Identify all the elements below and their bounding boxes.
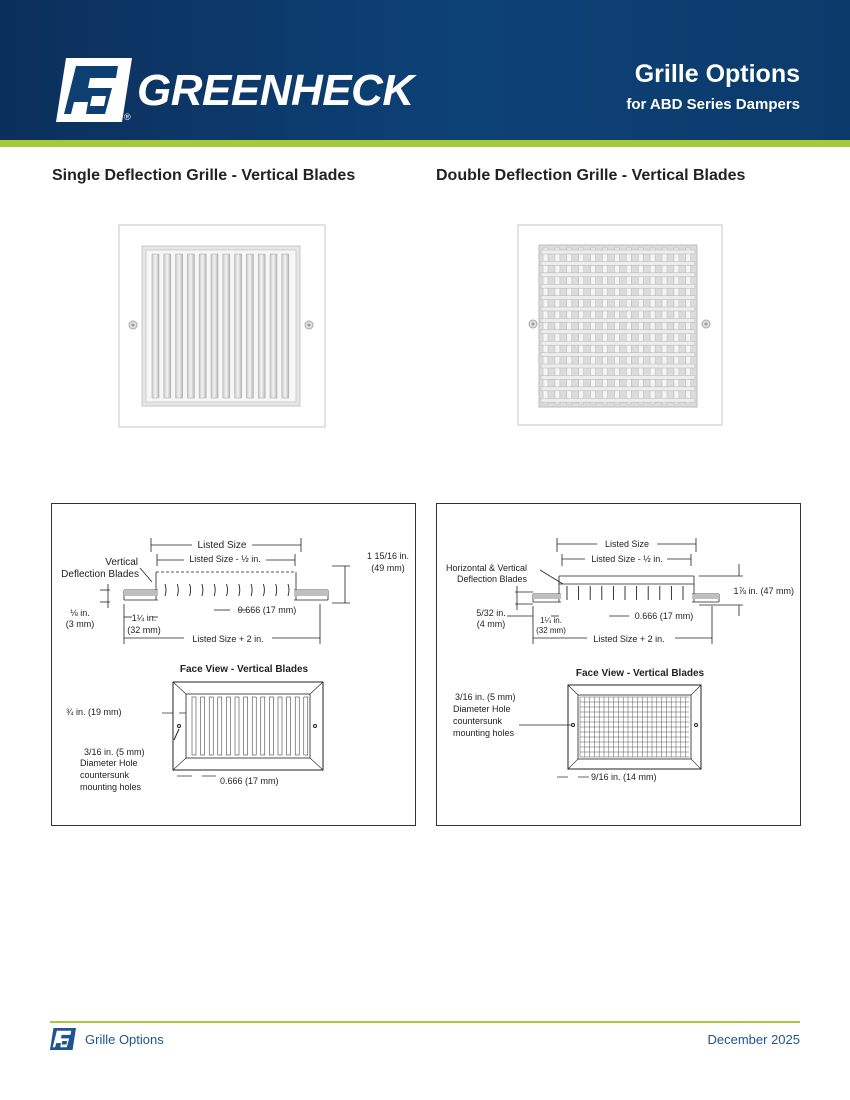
horizontal-blade	[541, 318, 695, 322]
vertical-blade	[579, 248, 584, 404]
horizontal-blade	[541, 353, 695, 357]
section-blade	[165, 584, 166, 596]
blade	[152, 254, 159, 398]
horizontal-blade	[541, 398, 695, 402]
listed-size-plus-label: Listed Size + 2 in.	[192, 634, 264, 644]
vertical-blade	[650, 248, 655, 404]
vertical-blade	[614, 248, 619, 404]
hole-offset-label: 9/16 in. (14 mm)	[591, 772, 657, 782]
face-blade	[261, 697, 265, 755]
section-blade	[239, 584, 240, 596]
face-blade	[201, 697, 205, 755]
face-view-title: Face View - Vertical Blades	[179, 664, 309, 675]
depth-in-label: 1 15/16 in.	[366, 551, 410, 561]
face-blade	[295, 697, 299, 755]
border-in-label: 1¼ in.	[131, 613, 157, 623]
blade	[282, 254, 289, 398]
section-blade	[276, 584, 277, 596]
border-mm-label: (32 mm)	[536, 626, 566, 635]
blades-label-line1: Vertical	[105, 557, 138, 568]
blades-label-line2: Deflection Blades	[61, 569, 139, 580]
blade	[199, 254, 206, 398]
horizontal-blade	[541, 364, 695, 368]
horizontal-blade	[541, 284, 695, 288]
document-subtitle: for ABD Series Dampers	[626, 96, 800, 113]
blade	[258, 254, 265, 398]
depth-label: 1⅞ in. (47 mm)	[733, 586, 794, 596]
section-blade	[214, 584, 215, 596]
section-blade	[202, 584, 203, 596]
hole-label-3: countersunk	[80, 770, 130, 780]
face-blade	[218, 697, 222, 755]
flange-mm-label: (3 mm)	[65, 619, 95, 629]
hole-offset-label: ¾ in. (19 mm)	[66, 707, 122, 717]
vertical-blade	[555, 248, 560, 404]
hole-label-1: 3/16 in. (5 mm)	[84, 747, 145, 757]
vertical-blade	[686, 248, 691, 404]
listed-size-plus-label: Listed Size + 2 in.	[593, 634, 665, 644]
section-blades	[567, 586, 683, 600]
footer-doc-name: Grille Options	[85, 1032, 164, 1047]
blade-spacing-label: 0.666 (17 mm)	[237, 605, 297, 615]
border-mm-label: (32 mm)	[127, 625, 161, 635]
horizontal-blade	[541, 330, 695, 334]
hole-label-4: mounting holes	[80, 782, 142, 792]
footer-rule	[50, 1021, 800, 1023]
blade	[164, 254, 171, 398]
horizontal-blade	[541, 261, 695, 265]
blade	[187, 254, 194, 398]
face-blade	[278, 697, 282, 755]
horizontal-blade	[541, 296, 695, 300]
double-deflection-title: Double Deflection Grille - Vertical Blades	[436, 167, 746, 184]
header-accent-stripe	[0, 140, 850, 147]
listed-size-minus-label: Listed Size - ½ in.	[189, 554, 261, 564]
registered-mark: ®	[124, 112, 131, 122]
single-deflection-grille-photo	[116, 222, 328, 430]
section-blade	[177, 584, 178, 596]
double-deflection-drawing	[436, 503, 801, 826]
vertical-blade	[662, 248, 667, 404]
listed-size-minus-label: Listed Size - ½ in.	[591, 554, 663, 564]
greenheck-logo-icon	[56, 58, 132, 122]
blade	[246, 254, 253, 398]
face-blade	[235, 697, 239, 755]
face-blade	[192, 697, 196, 755]
blades-label-line2: Deflection Blades	[456, 574, 527, 584]
listed-size-label: Listed Size	[604, 539, 650, 549]
vertical-blade	[638, 248, 643, 404]
horizontal-blade	[541, 375, 695, 379]
section-blade	[288, 584, 289, 596]
section-blade	[190, 584, 191, 596]
blade	[176, 254, 183, 398]
double-deflection-grille-photo	[515, 222, 725, 428]
face-blade	[287, 697, 291, 755]
horizontal-blade	[541, 307, 695, 311]
horizontal-blade	[541, 387, 695, 391]
horizontal-blade	[541, 250, 695, 254]
vertical-blade	[603, 248, 608, 404]
hole-label-2: Diameter Hole	[453, 704, 511, 714]
face-blade	[244, 697, 248, 755]
vertical-blade	[591, 248, 596, 404]
blade-spacing-label: 0.666 (17 mm)	[634, 611, 694, 621]
section-blades	[165, 584, 289, 596]
single-deflection-title: Single Deflection Grille - Vertical Blades	[52, 167, 356, 184]
blade	[270, 254, 277, 398]
vertical-blade	[567, 248, 572, 404]
face-blade	[226, 697, 230, 755]
face-blade	[269, 697, 273, 755]
blade	[211, 254, 218, 398]
border-in-label: 1¼ in.	[540, 616, 562, 625]
document-title: Grille Options	[634, 60, 800, 88]
section-blade	[263, 584, 264, 596]
hole-label-2: Diameter Hole	[80, 758, 138, 768]
face-spacing-label: 0.666 (17 mm)	[220, 776, 279, 786]
face-blade	[252, 697, 256, 755]
single-deflection-drawing	[51, 503, 416, 826]
section-blade	[227, 584, 228, 596]
face-view-title: Face View - Vertical Blades	[575, 668, 705, 679]
blade	[235, 254, 242, 398]
hole-label-4: mounting holes	[453, 728, 515, 738]
face-blade	[209, 697, 213, 755]
horizontal-blade	[541, 341, 695, 345]
vertical-blade	[626, 248, 631, 404]
hole-label-1: 3/16 in. (5 mm)	[455, 692, 516, 702]
brand-name: GREENHECK	[137, 66, 414, 115]
flange-mm-label: (4 mm)	[476, 619, 506, 629]
horizontal-blade	[541, 273, 695, 277]
blades-label-line1: Horizontal & Vertical	[445, 563, 527, 573]
vertical-blade	[674, 248, 679, 404]
listed-size-label: Listed Size	[197, 540, 247, 551]
footer-date: December 2025	[707, 1032, 800, 1047]
depth-mm-label: (49 mm)	[371, 563, 405, 573]
section-blade	[251, 584, 252, 596]
hole-label-3: countersunk	[453, 716, 503, 726]
face-blade	[304, 697, 308, 755]
blade	[223, 254, 230, 398]
greenheck-logo-small-icon	[50, 1028, 76, 1050]
flange-in-label: 5/32 in.	[476, 608, 506, 618]
flange-in-label: ⅛ in.	[70, 608, 90, 618]
vertical-blade	[543, 248, 548, 404]
